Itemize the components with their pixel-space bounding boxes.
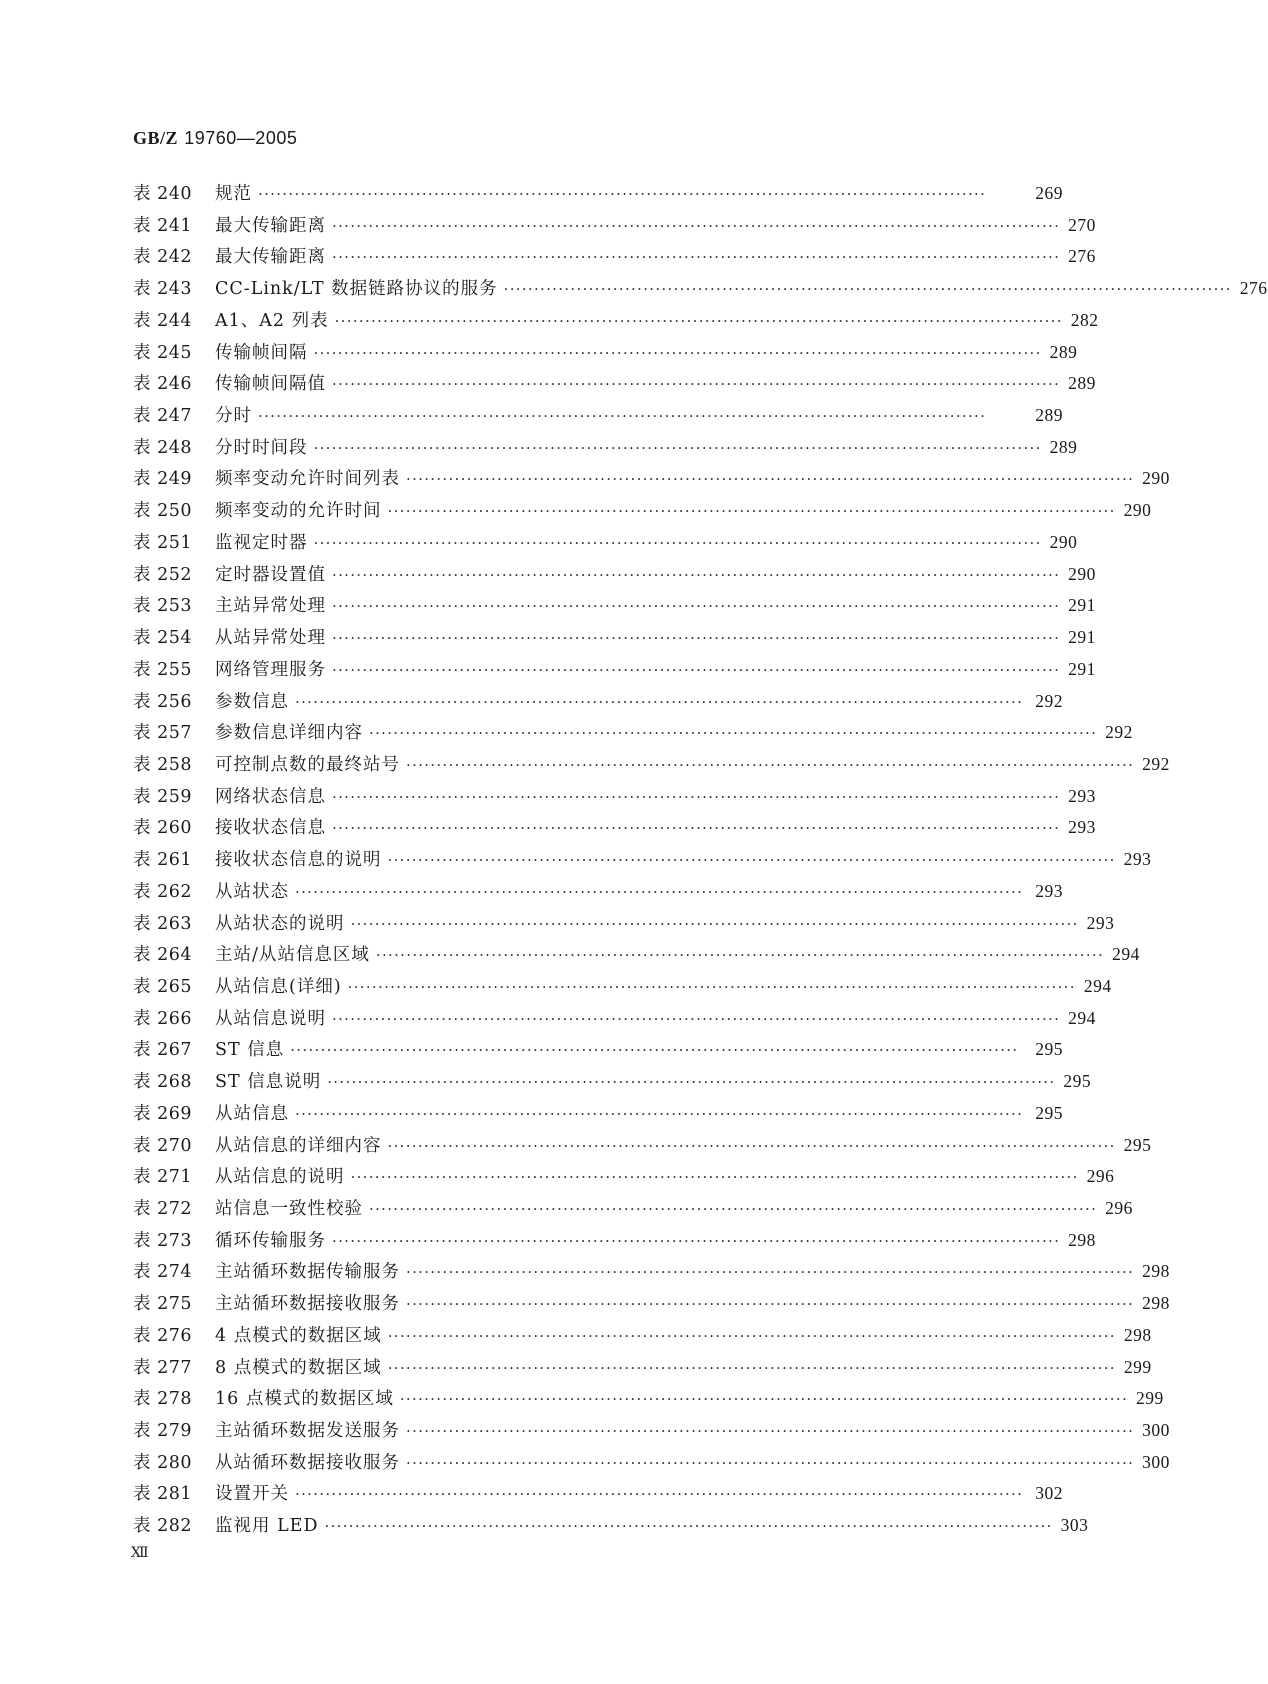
dot-leader: ························································································································ <box>258 407 987 426</box>
toc-entry-page: 270 <box>1068 214 1096 235</box>
dot-leader: ························································································································ <box>332 787 1061 806</box>
toc-entry-label: 表 247 <box>133 406 192 427</box>
toc-entry-label: 表 240 <box>133 184 192 204</box>
toc-entry-page: 298 <box>1123 1324 1152 1345</box>
dot-leader: ························································································································ <box>503 280 1232 299</box>
toc-entry-title: 规范 <box>215 184 252 204</box>
toc-entry-title: 设置开关 <box>215 1484 289 1505</box>
toc-entry-title: 网络状态信息 <box>215 786 326 807</box>
toc-entry[interactable] <box>133 529 1078 561</box>
toc-entry[interactable] <box>133 910 1115 942</box>
toc-entry-page: 293 <box>1035 880 1063 901</box>
dot-leader: ························································································································ <box>406 755 1135 774</box>
toc-entry-label: 表 282 <box>133 1516 192 1537</box>
toc-entry[interactable] <box>133 1417 1170 1449</box>
dot-leader: ························································································································ <box>387 1326 1116 1345</box>
dot-leader: ························································································································ <box>332 248 1061 267</box>
dot-leader: ························································································································ <box>375 946 1105 965</box>
toc-entry[interactable] <box>133 719 1133 751</box>
toc-entry-page: 295 <box>1123 1134 1152 1155</box>
toc-entry-title: 循环传输服务 <box>215 1230 326 1251</box>
toc-entry[interactable] <box>133 1195 1133 1227</box>
toc-entry-title: 监视用 LED <box>215 1516 319 1537</box>
dot-leader: ························································································································ <box>313 438 1042 457</box>
toc-entry-label: 表 271 <box>133 1167 192 1188</box>
toc-entry[interactable] <box>133 561 1096 593</box>
toc-entry-page: 289 <box>1068 373 1096 394</box>
toc-entry-title: 网络管理服务 <box>215 659 326 680</box>
dot-leader: ························································································································ <box>387 502 1116 521</box>
toc-entry-label: 表 262 <box>133 881 192 902</box>
toc-entry-label: 表 243 <box>133 279 192 300</box>
dot-leader: ························································································································ <box>350 1168 1079 1187</box>
toc-entry[interactable] <box>133 497 1152 529</box>
dot-leader: ························································································································ <box>406 470 1135 489</box>
toc-entry[interactable] <box>133 1385 1164 1417</box>
toc-entry-page: 289 <box>1049 436 1078 457</box>
toc-entry-label: 表 257 <box>133 723 192 744</box>
toc-entry-page: 296 <box>1105 1198 1133 1218</box>
toc-entry-label: 表 278 <box>133 1389 192 1410</box>
toc-entry-page: 298 <box>1068 1229 1096 1250</box>
toc-entry-label: 表 280 <box>133 1452 192 1473</box>
toc-entry-label: 表 259 <box>133 786 192 807</box>
toc-entry-page: 282 <box>1070 309 1099 330</box>
toc-entry-page: 295 <box>1063 1071 1092 1092</box>
toc-entry[interactable] <box>133 1036 1063 1068</box>
toc-entry-page: 290 <box>1142 468 1170 489</box>
dot-leader: ························································································································ <box>327 1073 1056 1092</box>
toc-entry-page: 294 <box>1068 1007 1096 1028</box>
dot-leader: ························································································································ <box>406 1453 1135 1472</box>
toc-entry[interactable] <box>133 465 1170 497</box>
toc-entry-title: 分时时间段 <box>215 437 308 458</box>
dot-leader: ························································································································ <box>332 565 1061 584</box>
dot-leader: ························································································································ <box>332 629 1061 648</box>
toc-entry-title: 从站信息说明 <box>215 1008 326 1029</box>
toc-entry-page: 291 <box>1068 595 1096 616</box>
toc-entry-label: 表 248 <box>133 437 192 458</box>
toc-entry[interactable] <box>133 688 1063 720</box>
toc-entry-title: 参数信息 <box>215 691 289 712</box>
toc-entry-page: 294 <box>1083 975 1112 996</box>
toc-entry-page: 303 <box>1060 1515 1089 1536</box>
toc-entry-page: 290 <box>1049 531 1078 552</box>
dot-leader: ························································································································ <box>295 692 1024 711</box>
toc-entry-page: 291 <box>1068 658 1096 679</box>
toc-entry-label: 表 281 <box>133 1484 192 1505</box>
dot-leader: ························································································································ <box>295 1104 1024 1123</box>
toc-entry[interactable] <box>133 592 1096 624</box>
toc-entry[interactable] <box>133 656 1096 688</box>
toc-entry-title: 频率变动允许时间列表 <box>215 469 400 490</box>
dot-leader: ························································································································ <box>387 851 1116 870</box>
toc-entry-page: 293 <box>1068 817 1096 838</box>
toc-entry-label: 表 244 <box>133 310 192 331</box>
toc-entry-page: 292 <box>1035 690 1063 711</box>
dot-leader: ························································································································ <box>350 914 1079 933</box>
toc-entry-title: 频率变动的允许时间 <box>215 501 382 522</box>
toc-entry-page: 293 <box>1068 785 1096 806</box>
toc-entry[interactable] <box>133 1258 1170 1290</box>
toc-entry[interactable] <box>133 1100 1063 1132</box>
standard-number: 19760—2005 <box>184 128 298 148</box>
toc-entry-title: ST 信息说明 <box>215 1072 322 1093</box>
toc-entry-label: 表 246 <box>133 374 192 395</box>
toc-entry-page: 302 <box>1035 1483 1063 1504</box>
toc-entry[interactable] <box>133 1163 1115 1195</box>
toc-entry-title: 接收状态信息 <box>215 818 326 839</box>
toc-entry-title: 接收状态信息的说明 <box>215 850 382 871</box>
toc-entry[interactable] <box>133 1132 1152 1164</box>
dot-leader: ························································································································ <box>347 977 1076 996</box>
dot-leader: ························································································································ <box>313 533 1042 552</box>
toc-entry[interactable] <box>133 878 1063 910</box>
toc-entry-page: 300 <box>1142 1420 1170 1441</box>
table-of-contents <box>133 180 1268 1544</box>
dot-leader: ························································································································ <box>295 882 1024 901</box>
toc-entry[interactable] <box>133 1290 1170 1322</box>
toc-entry-label: 表 254 <box>133 628 192 649</box>
toc-entry-page: 295 <box>1035 1102 1063 1123</box>
toc-entry-label: 表 268 <box>133 1072 192 1093</box>
toc-entry-page: 293 <box>1086 912 1115 933</box>
toc-entry[interactable] <box>133 751 1170 783</box>
toc-entry-label: 表 255 <box>133 659 192 680</box>
toc-entry[interactable] <box>133 1512 1089 1544</box>
dot-leader: ························································································································ <box>406 1422 1135 1441</box>
toc-entry-page: 292 <box>1105 722 1133 743</box>
toc-entry-title: 从站状态的说明 <box>215 913 345 934</box>
toc-entry-title: 最大传输距离 <box>215 215 326 236</box>
dot-leader: ························································································································ <box>332 1009 1061 1028</box>
toc-entry-label: 表 241 <box>133 215 192 236</box>
dot-leader: ························································································································ <box>290 1041 1019 1060</box>
dot-leader: ························································································································ <box>332 660 1061 679</box>
toc-entry-title: 分时 <box>215 406 252 427</box>
toc-entry-title: 从站信息 <box>215 1103 289 1124</box>
toc-entry-page: 289 <box>1049 341 1078 362</box>
toc-entry-label: 表 253 <box>133 596 192 617</box>
toc-entry-label: 表 270 <box>133 1135 192 1156</box>
toc-entry-page: 291 <box>1068 627 1096 648</box>
toc-entry-label: 表 276 <box>133 1325 192 1346</box>
toc-entry[interactable] <box>133 1005 1096 1037</box>
standard-code: GB/Z <box>133 128 179 148</box>
toc-entry-label: 表 266 <box>133 1008 192 1029</box>
dot-leader: ························································································································ <box>258 185 987 203</box>
toc-entry-title: 主站循环数据传输服务 <box>215 1262 400 1283</box>
page-folio: Ⅻ <box>131 1546 149 1561</box>
toc-entry-title: 从站信息的详细内容 <box>215 1135 382 1156</box>
dot-leader: ························································································································ <box>406 1295 1135 1314</box>
toc-entry[interactable] <box>133 783 1096 815</box>
toc-entry[interactable] <box>133 1354 1152 1386</box>
toc-entry-label: 表 250 <box>133 501 192 522</box>
dot-leader: ························································································································ <box>406 1263 1135 1282</box>
toc-entry-page: 295 <box>1035 1039 1063 1060</box>
toc-entry[interactable] <box>133 1227 1096 1259</box>
toc-entry-title: A1、A2 列表 <box>215 310 329 331</box>
toc-entry-label: 表 267 <box>133 1040 192 1061</box>
toc-entry-title: 参数信息详细内容 <box>215 723 363 744</box>
toc-entry-label: 表 265 <box>133 976 192 997</box>
toc-entry[interactable] <box>133 1068 1092 1100</box>
toc-entry-page: 290 <box>1123 500 1152 521</box>
toc-entry-title: 从站信息的说明 <box>215 1167 345 1188</box>
dot-leader: ························································································································ <box>387 1136 1116 1155</box>
toc-entry-page: 292 <box>1142 753 1170 774</box>
toc-entry-title: 传输帧间隔 <box>215 342 308 363</box>
toc-entry[interactable] <box>133 339 1078 371</box>
toc-entry-page: 276 <box>1239 278 1268 299</box>
toc-entry-label: 表 258 <box>133 754 192 775</box>
toc-entry[interactable] <box>133 243 1096 275</box>
toc-entry[interactable] <box>133 624 1096 656</box>
toc-entry-page: 298 <box>1142 1261 1170 1282</box>
toc-entry-title: 最大传输距离 <box>215 247 326 268</box>
dot-leader: ························································································································ <box>369 724 1098 743</box>
toc-entry-label: 表 261 <box>133 850 192 871</box>
toc-entry-page: 296 <box>1086 1166 1115 1187</box>
toc-entry-page: 289 <box>1035 405 1063 426</box>
toc-entry-label: 表 277 <box>133 1357 192 1378</box>
toc-entry-label: 表 260 <box>133 818 192 839</box>
toc-entry[interactable] <box>133 814 1096 846</box>
toc-entry[interactable] <box>133 973 1112 1005</box>
toc-entry[interactable] <box>133 846 1152 878</box>
toc-entry-title: 传输帧间隔值 <box>215 374 326 395</box>
toc-entry-label: 表 256 <box>133 691 192 712</box>
document-header <box>133 128 297 149</box>
toc-entry-title: 从站异常处理 <box>215 628 326 649</box>
toc-entry-label: 表 252 <box>133 564 192 585</box>
toc-entry-title: 监视定时器 <box>215 532 308 553</box>
toc-entry-page: 294 <box>1112 944 1140 965</box>
toc-entry-label: 表 272 <box>133 1199 192 1219</box>
dot-leader: ························································································································ <box>313 343 1042 362</box>
toc-entry-title: 主站异常处理 <box>215 596 326 617</box>
toc-entry[interactable] <box>133 402 1063 434</box>
toc-entry-title: ST 信息 <box>215 1040 285 1061</box>
toc-entry-page: 290 <box>1068 563 1096 584</box>
dot-leader: ························································································································ <box>387 1358 1116 1377</box>
dot-leader: ························································································································ <box>334 311 1063 330</box>
toc-entry-page: 298 <box>1142 1293 1170 1314</box>
toc-entry-label: 表 274 <box>133 1262 192 1283</box>
toc-entry-title: 主站循环数据发送服务 <box>215 1421 400 1442</box>
toc-entry[interactable] <box>133 1480 1063 1512</box>
toc-entry[interactable] <box>133 275 1268 307</box>
dot-leader: ························································································································ <box>295 1485 1024 1504</box>
toc-entry[interactable] <box>133 370 1096 402</box>
toc-entry-label: 表 245 <box>133 342 192 363</box>
toc-entry-title: 可控制点数的最终站号 <box>215 754 400 775</box>
toc-entry-title: 站信息一致性校验 <box>215 1199 363 1219</box>
toc-entry-label: 表 279 <box>133 1421 192 1442</box>
toc-entry-label: 表 242 <box>133 247 192 268</box>
toc-entry-title: 定时器设置值 <box>215 564 326 585</box>
toc-entry-label: 表 263 <box>133 913 192 934</box>
toc-entry-page: 299 <box>1136 1388 1164 1409</box>
toc-entry[interactable] <box>133 941 1140 973</box>
toc-entry-title: 从站状态 <box>215 881 289 902</box>
toc-entry-page: 300 <box>1142 1451 1170 1472</box>
dot-leader: ························································································································ <box>332 1231 1061 1250</box>
toc-entry-title: 4 点模式的数据区域 <box>215 1325 382 1346</box>
toc-entry-page: 299 <box>1123 1356 1152 1377</box>
toc-entry-page: 269 <box>1035 183 1063 203</box>
toc-entry-page: 276 <box>1068 246 1096 267</box>
toc-entry-title: CC-Link/LT 数据链路协议的服务 <box>215 279 498 300</box>
toc-entry-title: 从站信息(详细) <box>215 976 342 997</box>
dot-leader: ························································································································ <box>332 216 1061 235</box>
toc-entry-title: 主站循环数据接收服务 <box>215 1294 400 1315</box>
toc-entry-label: 表 264 <box>133 945 192 966</box>
toc-entry[interactable] <box>133 180 1063 212</box>
toc-entry-label: 表 275 <box>133 1294 192 1315</box>
toc-entry-page: 293 <box>1123 849 1152 870</box>
dot-leader: ························································································································ <box>332 597 1061 616</box>
toc-entry-label: 表 249 <box>133 469 192 490</box>
dot-leader: ························································································································ <box>332 375 1061 394</box>
toc-entry-label: 表 269 <box>133 1103 192 1124</box>
toc-entry-label: 表 273 <box>133 1230 192 1251</box>
toc-entry[interactable] <box>133 307 1099 339</box>
dot-leader: ························································································································ <box>399 1390 1129 1409</box>
toc-entry[interactable] <box>133 212 1096 244</box>
toc-entry[interactable] <box>133 434 1078 466</box>
dot-leader: ························································································································ <box>324 1517 1053 1536</box>
toc-entry[interactable] <box>133 1322 1152 1354</box>
toc-entry-title: 8 点模式的数据区域 <box>215 1357 382 1378</box>
toc-entry-title: 16 点模式的数据区域 <box>215 1389 394 1410</box>
toc-entry[interactable] <box>133 1449 1170 1481</box>
dot-leader: ························································································································ <box>332 819 1061 838</box>
toc-entry-label: 表 251 <box>133 532 192 553</box>
toc-entry-title: 从站循环数据接收服务 <box>215 1452 400 1473</box>
toc-entry-title: 主站/从站信息区域 <box>215 945 370 966</box>
dot-leader: ························································································································ <box>369 1200 1098 1218</box>
